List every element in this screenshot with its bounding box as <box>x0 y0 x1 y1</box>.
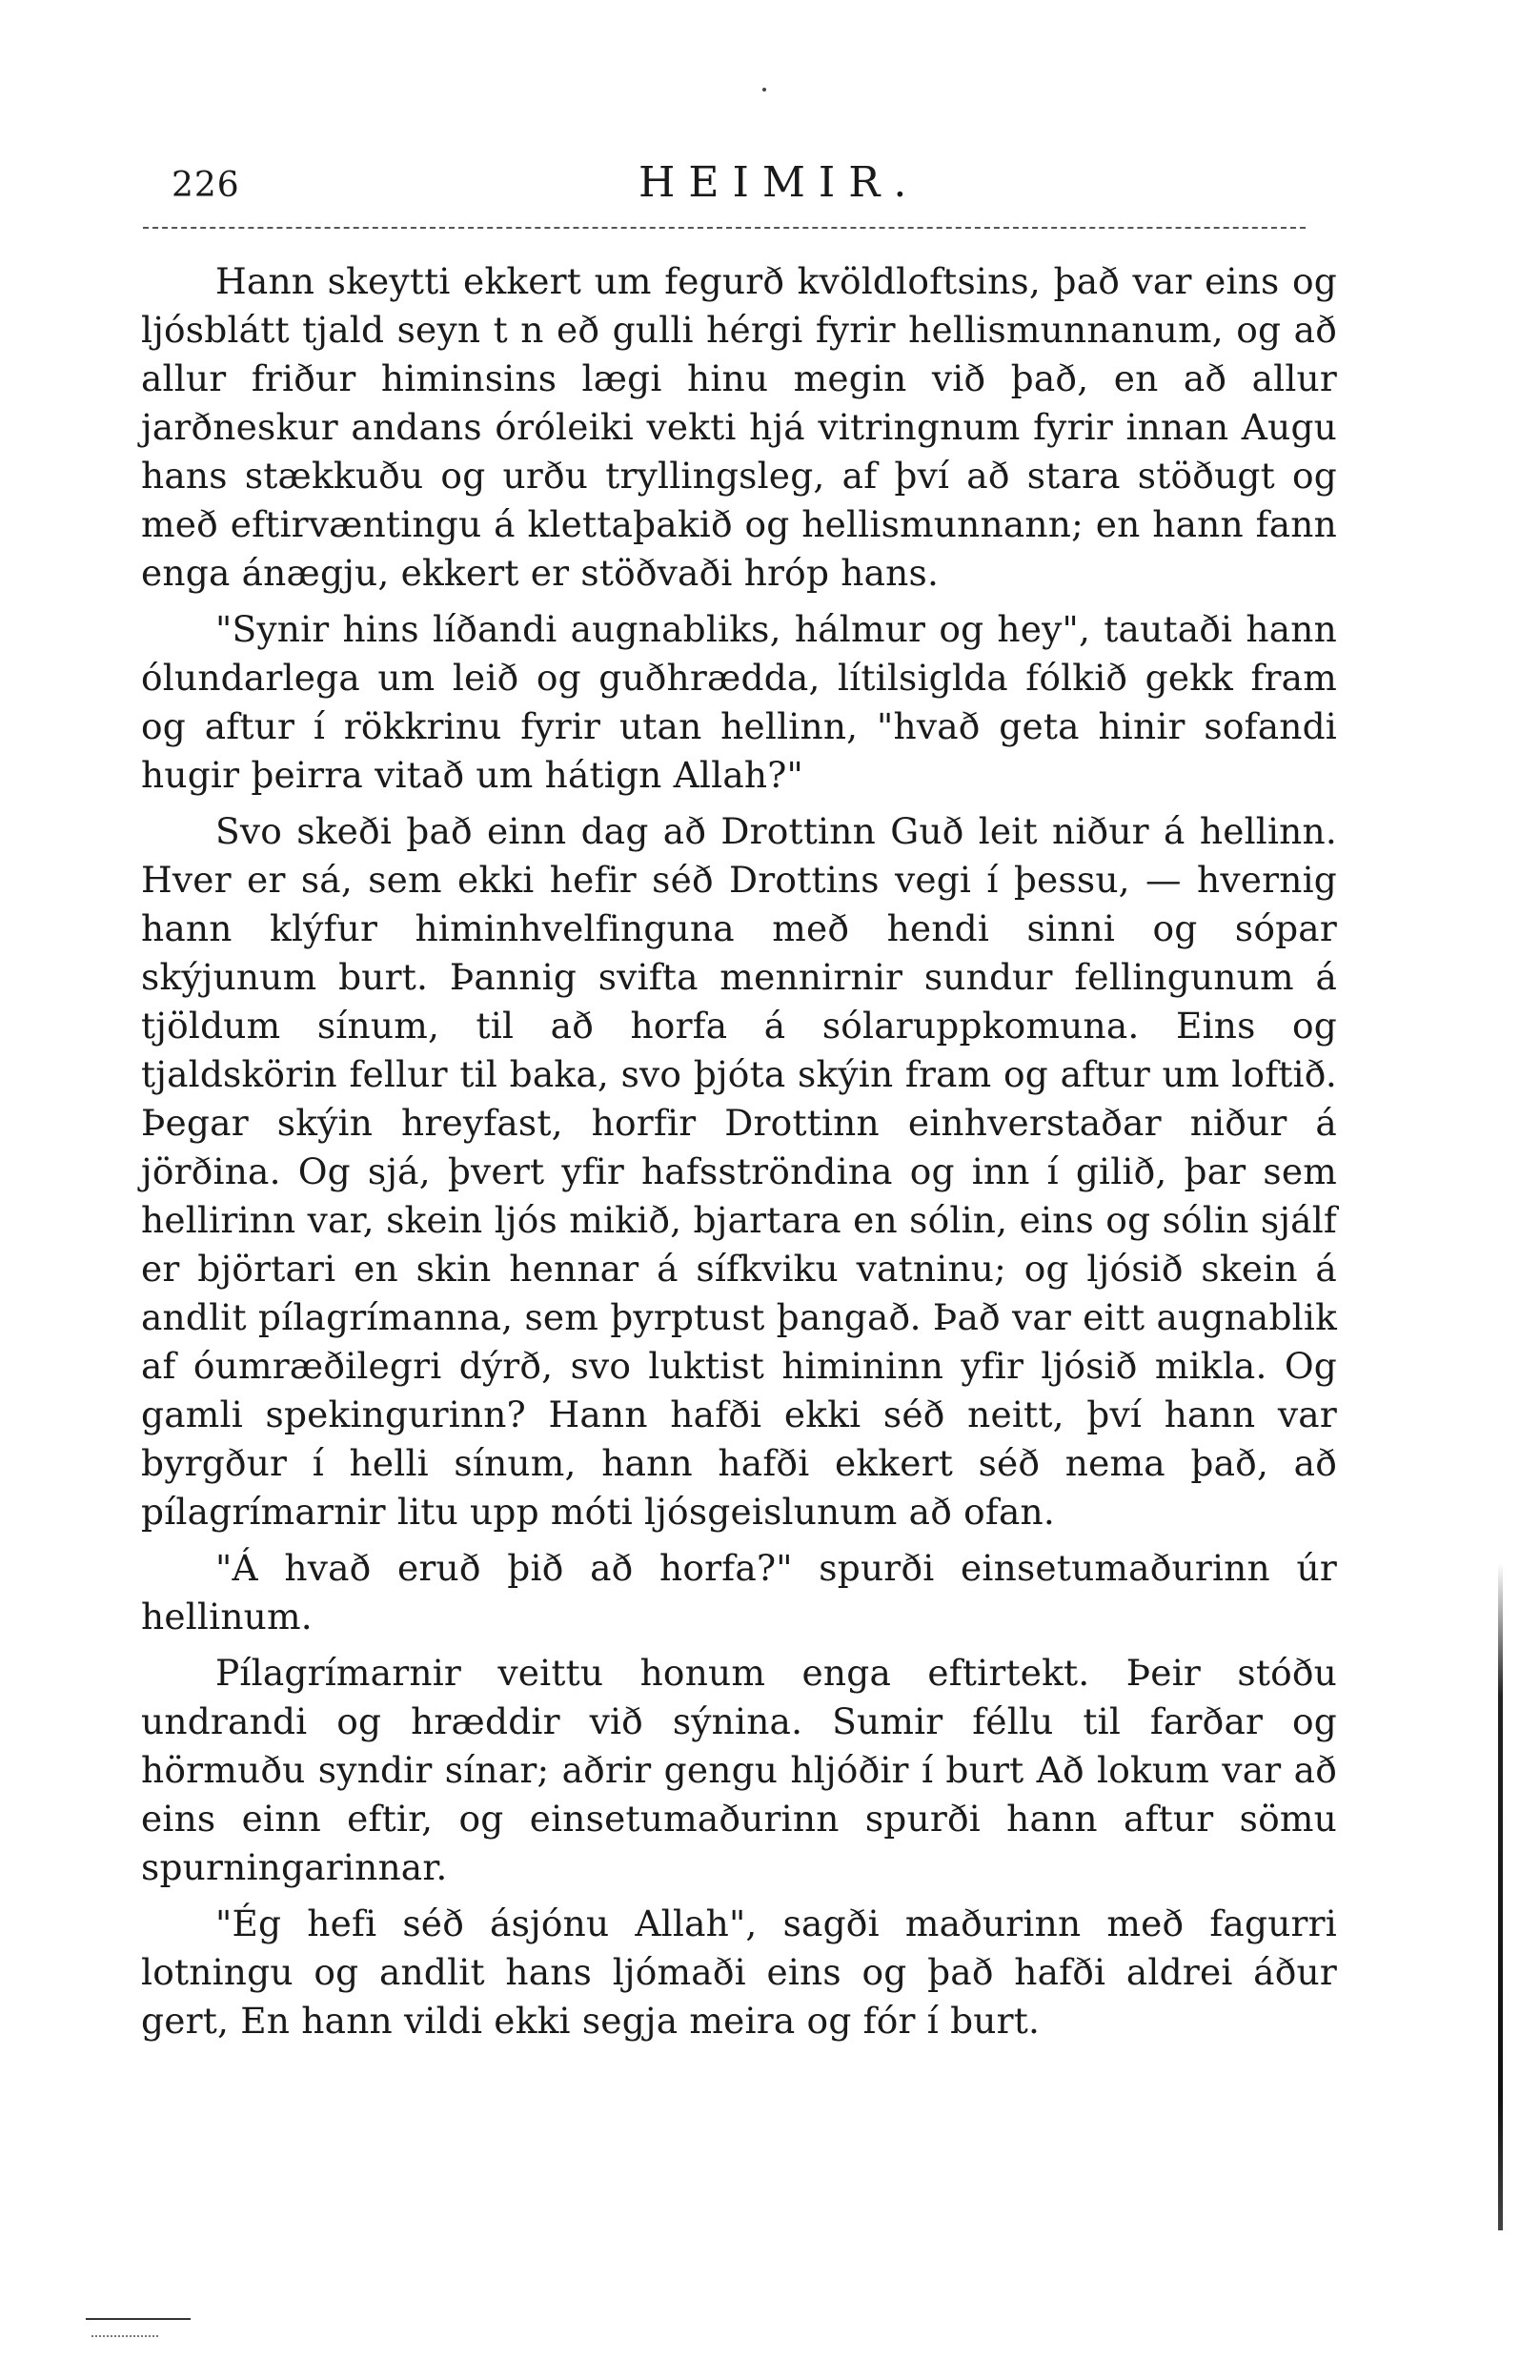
paragraph: Pílagrímarnir veittu honum enga eftirtekt. Þeir stóðu undrandi og hræddir við sýnina. Sumir féllu til farðar og hörmuðu syndir sínar; aðrir gengu hljóðir í burt Að lokum var að eins einn eftir, og einsetumaðurinn spurði hann aftur sömu spurningarinnar. <box>141 1652 1337 1888</box>
corner-rule-dotted <box>91 2335 158 2337</box>
paragraph: Svo skeði það einn dag að Drottinn Guð leit niður á hellinn. Hver er sá, sem ekki hefir séð Drottins vegi í þessu, — hvernig hann klýfur himinhvelfinguna með hendi sinni og sópar skýjunum burt. Þannig svifta mennirnir sundur fellingunum á tjöldum sínum, til að horfa á sólaruppkomuna. Eins og tjaldskörin fellur til baka, svo þjóta skýin fram og aftur um loftið. Þegar skýin hreyfast, horfir Drottinn einhverstaðar niður á jörðina. Og sjá, þvert yfir hafsströndina og inn í gilið, þar sem hellirinn var, skein ljós mikið, bjartara en sólin, eins og sólin sjálf er björtari en skin hennar á sífkviku vatninu; og ljósið skein á andlit pílagrímanna, sem þyrptust þangað. Það var eitt augnablik af óumræðilegri dýrð, svo luktist himininn yfir ljósið mikla. Og gamli spekingurinn? Hann hafði ekki séð neitt, því hann var byrgður í helli sínum, hann hafði ekkert séð nema það, að pílagrímarnir litu upp móti ljósgeislunum að ofan. <box>141 810 1337 1533</box>
running-title: HEIMIR. <box>638 158 921 207</box>
paragraph: "Ég hefi séð ásjónu Allah", sagði maðurinn með fagurri lotningu og andlit hans ljómaði eins og það hafði aldrei áður gert, En hann vildi ekki segja meira og fór í burt. <box>141 1902 1337 2042</box>
paragraph: "Synir hins líðandi augnabliks, hálmur og hey", tautaði hann ólundarlega um leið og guðhrædda, lítilsiglda fólkið gekk fram og aftur í rökkrinu fyrir utan hellinn, "hvað geta hinir sofandi hugir þeirra vitað um hátign Allah?" <box>141 608 1337 796</box>
print-speck <box>762 88 766 92</box>
header-rule <box>143 227 1306 229</box>
paragraph: "Á hvað eruð þið að horfa?" spurði einsetumaðurinn úr hellinum. <box>141 1547 1337 1638</box>
page-header <box>172 153 1334 229</box>
paragraph: Hann skeytti ekkert um fegurð kvöldloftsins, það var eins og ljósblátt tjald seyn t n eð gulli hérgi fyrir hellismunnanum, og að allur friður himinsins lægi hinu megin við það, en að allur jarðneskur andans óróleiki vekti hjá vitringnum fyrir innan Augu hans stækkuðu og urðu tryllingsleg, af því að stara stöðugt og með eftirvæntingu á klettaþakið og hellismunnann; en hann fann enga ánægju, ekkert er stöðvaði hróp hans. <box>141 260 1337 594</box>
corner-rule <box>86 2318 191 2320</box>
scan-edge-shadow <box>1498 1563 1503 2230</box>
page-number: 226 <box>172 166 240 205</box>
body-text <box>141 257 1337 2053</box>
